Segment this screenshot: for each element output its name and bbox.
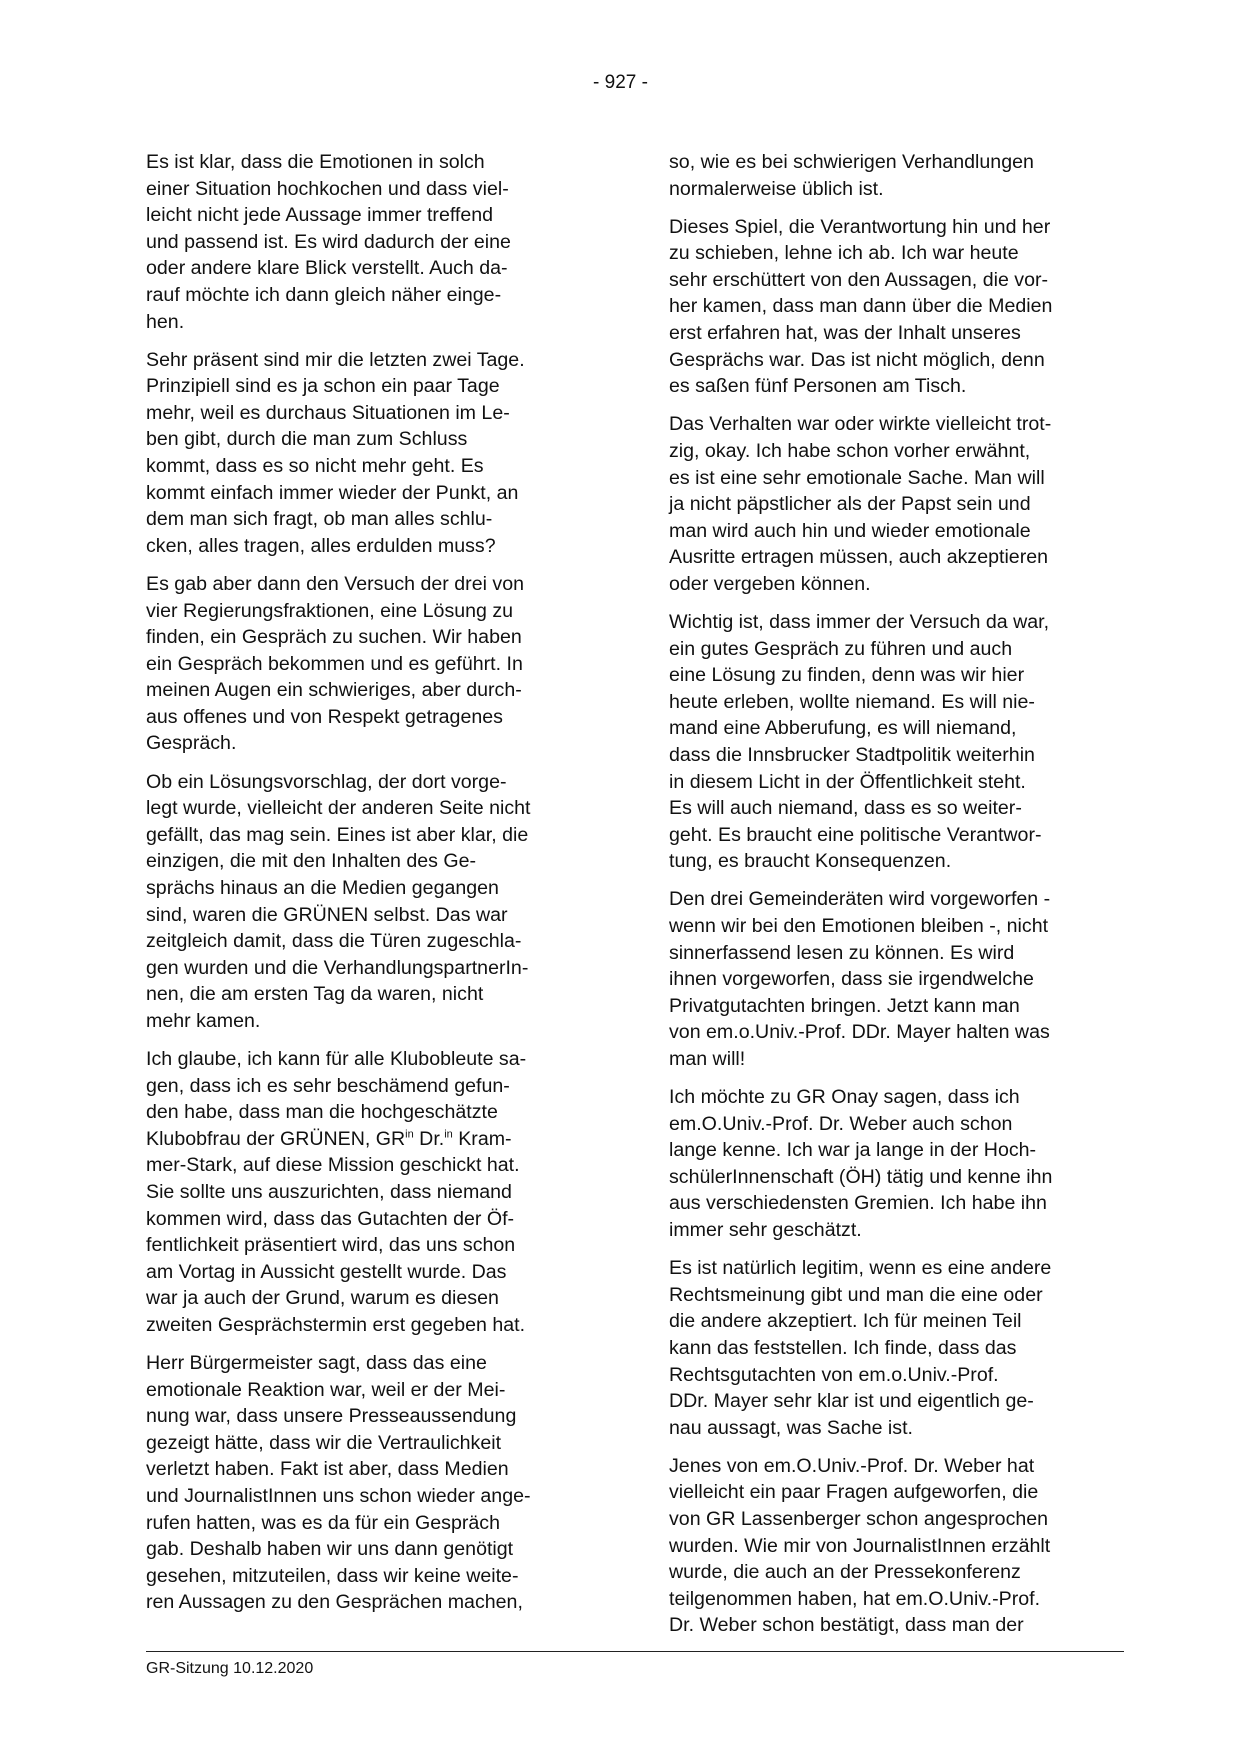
text-line: oder vergeben können. [669,572,871,595]
text-line: den habe, dass man die hochgeschätzte [146,1101,498,1124]
text-line: war ja auch der Grund, warum es diesen [146,1287,499,1310]
text-line: Gesprächs war. Das ist nicht möglich, denn [669,348,1045,371]
text-line: von em.o.Univ.-Prof. DDr. Mayer halten was [669,1021,1050,1044]
text-line: Dr. Weber schon bestätigt, dass man der [669,1614,1024,1637]
text-line: lange kenne. Ich war ja lange in der Hoch- [669,1139,1037,1162]
text-line: Es ist natürlich legitim, wenn es eine andere [669,1257,1052,1280]
text-line: dem man sich fragt, ob man alles schlu- [146,508,493,531]
text-line: Wichtig ist, dass immer der Versuch da war, [669,611,1050,633]
text-line: gesehen, mitzuteilen, dass wir keine weite- [146,1564,519,1587]
text-line: zig, okay. Ich habe schon vorher erwähnt, [669,439,1031,462]
paragraph [669,411,1124,597]
text-line: es saßen fünf Personen am Tisch. [669,375,967,398]
text-line: man wird auch hin und wieder emotionale [669,519,1031,542]
text-line: geht. Es braucht eine politische Verantwor- [669,823,1042,846]
text-line: mer-Stark, auf diese Mission geschickt hat. [146,1154,520,1177]
text-line: Privatgutachten bringen. Jetzt kann man [669,994,1020,1017]
text-line: Dieses Spiel, die Verantwortung hin und her [669,215,1051,238]
text-line: rufen hatten, was es da für ein Gespräch [146,1511,500,1534]
text-line: aus verschiedensten Gremien. Ich habe ihn [669,1192,1047,1215]
text-line: Ich möchte zu GR Onay sagen, dass ich [669,1086,1020,1109]
paragraph [146,1046,601,1339]
text-line: vier Regierungsfraktionen, eine Lösung zu [146,599,514,622]
text-fragment: Klubobfrau der GRÜNEN, GR [146,1127,406,1150]
text-line: heute erleben, wollte niemand. Es will nie- [669,690,1035,713]
text-line: mehr kamen. [146,1009,261,1032]
text-line: ein gutes Gespräch zu führen und auch [669,637,1013,660]
text-line: mand eine Abberufung, es will niemand, [669,717,1017,740]
text-line: man will! [669,1048,746,1070]
text-line: nau aussagt, was Sache ist. [669,1416,913,1439]
text-line: sehr erschüttert von den Aussagen, die vor- [669,268,1049,291]
paragraph [669,214,1124,400]
text-line: Ausritte ertragen müssen, auch akzeptieren [669,546,1049,569]
text-line: gezeigt hätte, dass wir die Vertraulichkeit [146,1431,502,1454]
right-column [669,149,1124,1650]
text-line: Es ist klar, dass die Emotionen in solch [146,151,485,173]
text-line: ben gibt, durch die man zum Schluss [146,428,468,451]
text-line: Rechtsgutachten von em.o.Univ.-Prof. [669,1363,999,1386]
text-line: erst erfahren hat, was der Inhalt unseres [669,322,1021,345]
text-line: verletzt haben. Fakt ist aber, dass Medien [146,1458,509,1481]
text-line: gefällt, das mag sein. Eines ist aber klar, die [146,823,529,846]
text-line: am Vortag in Aussicht gestellt wurde. Das [146,1260,507,1283]
text-line: die andere akzeptiert. Ich für meinen Teil [669,1310,1022,1333]
text-line: sinnerfassend lesen zu können. Es wird [669,941,1015,964]
text-line: meinen Augen ein schwieriges, aber durch- [146,679,522,702]
text-line: tung, es braucht Konsequenzen. [669,850,952,873]
text-line: gen wurden und die VerhandlungspartnerIn- [146,956,529,979]
text-line: ihnen vorgeworfen, dass sie irgendwelche [669,968,1034,991]
left-column [146,149,601,1627]
text-line: ja nicht päpstlicher als der Papst sein und [669,493,1031,516]
text-line: und passend ist. Es wird dadurch der eine [146,230,511,253]
text-line: DDr. Mayer sehr klar ist und eigentlich ge- [669,1390,1034,1413]
text-line: ein Gespräch bekommen und es geführt. In [146,652,523,675]
text-line: einzigen, die mit den Inhalten des Ge- [146,850,477,873]
paragraph [146,149,601,335]
text-line: schülerInnenschaft (ÖH) tätig und kenne ihn [669,1165,1053,1188]
footer-divider [146,1651,1124,1652]
text-line: fentlichkeit präsentiert wird, das uns schon [146,1234,516,1257]
text-line: zweiten Gesprächstermin erst gegeben hat. [146,1313,526,1336]
text-line: nen, die am ersten Tag da waren, nicht [146,983,484,1006]
paragraph [669,609,1124,875]
text-fragment: Kram- [452,1127,512,1150]
text-line: kommt, dass es so nicht mehr geht. Es [146,455,484,478]
paragraph [669,1255,1124,1441]
text-line: Es gab aber dann den Versuch der drei von [146,572,524,595]
text-line: sind, waren die GRÜNEN selbst. Das war [146,903,508,926]
text-line: wurden. Wie mir von JournalistInnen erzählt [669,1534,1051,1557]
text-line: mehr, weil es durchaus Situationen im Le- [146,401,510,424]
text-line: normalerweise üblich ist. [669,177,884,200]
text-line: sprächs hinaus an die Medien gegangen [146,876,499,899]
text-line: rauf möchte ich dann gleich näher einge- [146,283,502,306]
text-line: hen. [146,310,185,333]
text-line: Ob ein Lösungsvorschlag, der dort vorge- [146,770,507,793]
text-fragment: Dr. [413,1127,445,1150]
text-line: zu schieben, lehne ich ab. Ich war heute [669,242,1019,265]
text-line: her kamen, dass man dann über die Medien [669,295,1053,318]
text-line: kann das feststellen. Ich finde, dass das [669,1336,1017,1359]
text-line: Jenes von em.O.Univ.-Prof. Dr. Weber hat [669,1454,1035,1477]
text-line: em.O.Univ.-Prof. Dr. Weber auch schon [669,1112,1013,1135]
text-line: gen, dass ich es sehr beschämend gefun- [146,1074,510,1097]
paragraph [146,769,601,1035]
paragraph [669,1084,1124,1244]
text-line: finden, ein Gespräch zu suchen. Wir haben [146,626,522,649]
text-line: vielleicht ein paar Fragen aufgeworfen, die [669,1481,1039,1504]
text-line: leicht nicht jede Aussage immer treffend [146,204,494,227]
paragraph [669,149,1124,202]
text-line: Sehr präsent sind mir die letzten zwei Tage. [146,348,525,371]
paragraph [146,1350,601,1616]
text-line: Es will auch niemand, dass es so weiter- [669,797,1022,820]
text-line: Rechtsmeinung gibt und man die eine oder [669,1283,1043,1306]
paragraph [669,886,1124,1072]
text-line: oder andere klare Blick verstellt. Auch da- [146,257,508,280]
text-line: Sie sollte uns auszurichten, dass niemand [146,1180,512,1203]
text-line: aus offenes und von Respekt getragenes [146,705,503,728]
text-line: Prinzipiell sind es ja schon ein paar Tage [146,375,500,398]
text-line: Gespräch. [146,732,237,755]
text-line: und JournalistInnen uns schon wieder ange- [146,1485,531,1507]
paragraph [669,1453,1124,1639]
text-line: so, wie es bei schwierigen Verhandlungen [669,151,1034,173]
text-line: Herr Bürgermeister sagt, dass das eine [146,1352,487,1375]
text-line: es ist eine sehr emotionale Sache. Man will [669,466,1045,489]
text-line: eine Lösung zu finden, denn was wir hier [669,664,1025,687]
footer-session-label: GR-Sitzung 10.12.2020 [146,1660,314,1677]
text-line: ren Aussagen zu den Gesprächen machen, [146,1591,523,1614]
text-line: kommen wird, dass das Gutachten der Öf- [146,1207,515,1230]
text-line: cken, alles tragen, alles erdulden muss? [146,534,496,557]
text-line: von GR Lassenberger schon angesprochen [669,1508,1049,1530]
page-number: - 927 - [593,72,648,93]
superscript: in [444,1128,453,1141]
text-line: Ich glaube, ich kann für alle Klubobleute sa- [146,1048,527,1070]
text-line: kommt einfach immer wieder der Punkt, an [146,481,519,504]
text-line: Den drei Gemeinderäten wird vorgeworfen - [669,888,1051,911]
text-line: gab. Deshalb haben wir uns dann genötigt [146,1538,514,1561]
text-line: wurde, die auch an der Pressekonferenz [669,1561,1021,1584]
text-line-with-superscripts [146,1126,601,1153]
text-line: in diesem Licht in der Öffentlichkeit steht. [669,770,1026,793]
text-line: Das Verhalten war oder wirkte vielleicht trot- [669,413,1052,436]
text-line: dass die Innsbrucker Stadtpolitik weiterhin [669,743,1035,766]
paragraph [146,571,601,757]
text-line: einer Situation hochkochen und dass viel- [146,177,509,200]
text-line: wenn wir bei den Emotionen bleiben -, nicht [669,915,1049,938]
text-line: emotionale Reaktion war, weil er der Mei- [146,1378,506,1401]
superscript: in [405,1128,414,1141]
text-line: teilgenommen haben, hat em.O.Univ.-Prof. [669,1587,1041,1610]
paragraph [146,347,601,560]
text-line: legt wurde, vielleicht der anderen Seite nicht [146,797,531,820]
text-line: nung war, dass unsere Presseaussendung [146,1405,517,1428]
text-line: immer sehr geschätzt. [669,1219,862,1242]
text-line: zeitgleich damit, dass die Türen zugeschla- [146,930,522,953]
